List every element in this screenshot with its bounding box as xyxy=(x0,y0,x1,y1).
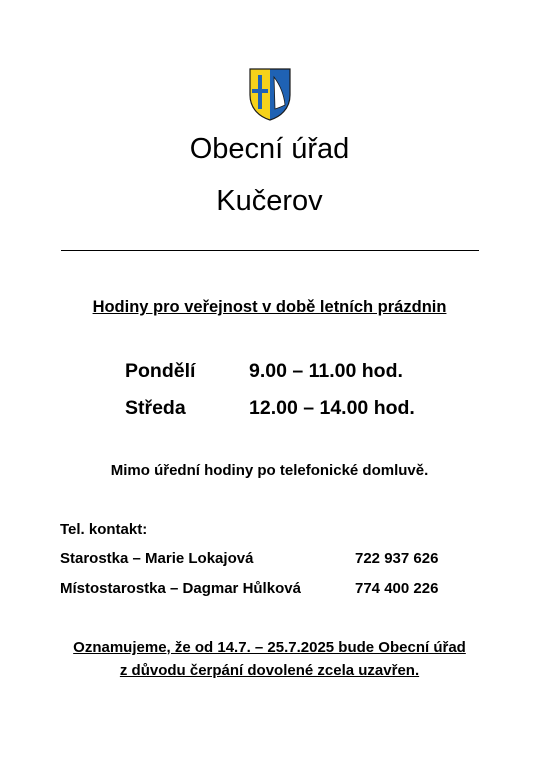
hours-time: 12.00 – 14.00 hod. xyxy=(249,397,415,419)
contact-label: Tel. kontakt: xyxy=(60,521,148,538)
office-title: Obecní úřad xyxy=(189,133,350,165)
divider xyxy=(61,250,479,251)
contact-phone: 774 400 226 xyxy=(355,580,439,597)
hours-day: Pondělí xyxy=(125,360,196,382)
village-coat-of-arms-icon xyxy=(248,67,292,122)
village-name: Kučerov xyxy=(216,185,323,217)
closure-announcement-line2: z důvodu čerpání dovolené zcela uzavřen. xyxy=(119,662,420,679)
contact-phone: 722 937 626 xyxy=(355,550,439,567)
hours-time: 9.00 – 11.00 hod. xyxy=(249,360,403,382)
contact-name: Místostarostka – Dagmar Hůlková xyxy=(60,580,301,597)
hours-day: Středa xyxy=(125,397,186,419)
office-hours-heading: Hodiny pro veřejnost v době letních prázdnin xyxy=(92,298,447,316)
closure-announcement-line1: Oznamujeme, že od 14.7. – 25.7.2025 bude Obecní úřad xyxy=(73,639,466,656)
contact-name: Starostka – Marie Lokajová xyxy=(60,550,254,567)
appointment-note: Mimo úřední hodiny po telefonické domluvě. xyxy=(110,462,429,479)
